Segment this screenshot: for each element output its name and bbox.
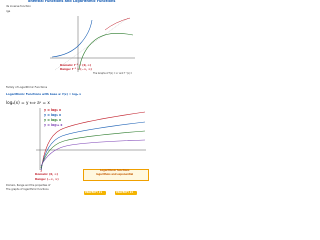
property-1-label: PROPERTY #1: [85, 190, 103, 194]
curve-log10: [41, 140, 145, 166]
log-equation: logₐ(x) = y ⟺ aʸ = x: [6, 100, 50, 105]
callout-heading: Logarithmic functions: [100, 169, 130, 172]
intro-text-line-2: rge: [6, 10, 11, 13]
property-2-button[interactable]: [115, 191, 137, 195]
slide: [0, 0, 149, 198]
property-1-button[interactable]: [84, 191, 106, 195]
page-title: onential Functions and Logarithmic Functions: [28, 0, 116, 3]
footer-line-2: The graphs of logarithmic functions: [6, 188, 49, 191]
top-range-label: Range: f⁻¹ = (−∞, ∞): [60, 67, 92, 71]
curve-label-log2: y = log₂ x: [44, 108, 62, 112]
family-domain-label: Domain: (0, ∞): [35, 172, 58, 176]
top-graph-caption: The Graphs of f(x) = aˣ and f⁻¹(x) =: [93, 72, 133, 75]
log-function-definition: Logarithmic Functions with base a: f(x) = logₐ x: [6, 92, 82, 96]
family-range-label: Range: (−∞, ∞): [35, 177, 59, 181]
curve-log3: [41, 122, 145, 170]
curve-label-log5: y = log₅ x: [44, 118, 62, 122]
curve-label-log10: y = log₁₀ x: [44, 123, 63, 127]
footer-line-1: Domain, Range and the properties of: [6, 184, 51, 187]
curve-label-log3: y = log₃ x: [44, 113, 62, 117]
intro-text-line-1: its inverse function: [6, 5, 31, 8]
top-domain-label: Domain: f⁻¹ = (0, ∞): [60, 63, 92, 67]
property-2-label: PROPERTY #2: [116, 190, 134, 194]
family-heading: Family of Logarithmic Functions: [6, 86, 48, 89]
callout-subheading: logarithms and exponential: [96, 173, 134, 176]
